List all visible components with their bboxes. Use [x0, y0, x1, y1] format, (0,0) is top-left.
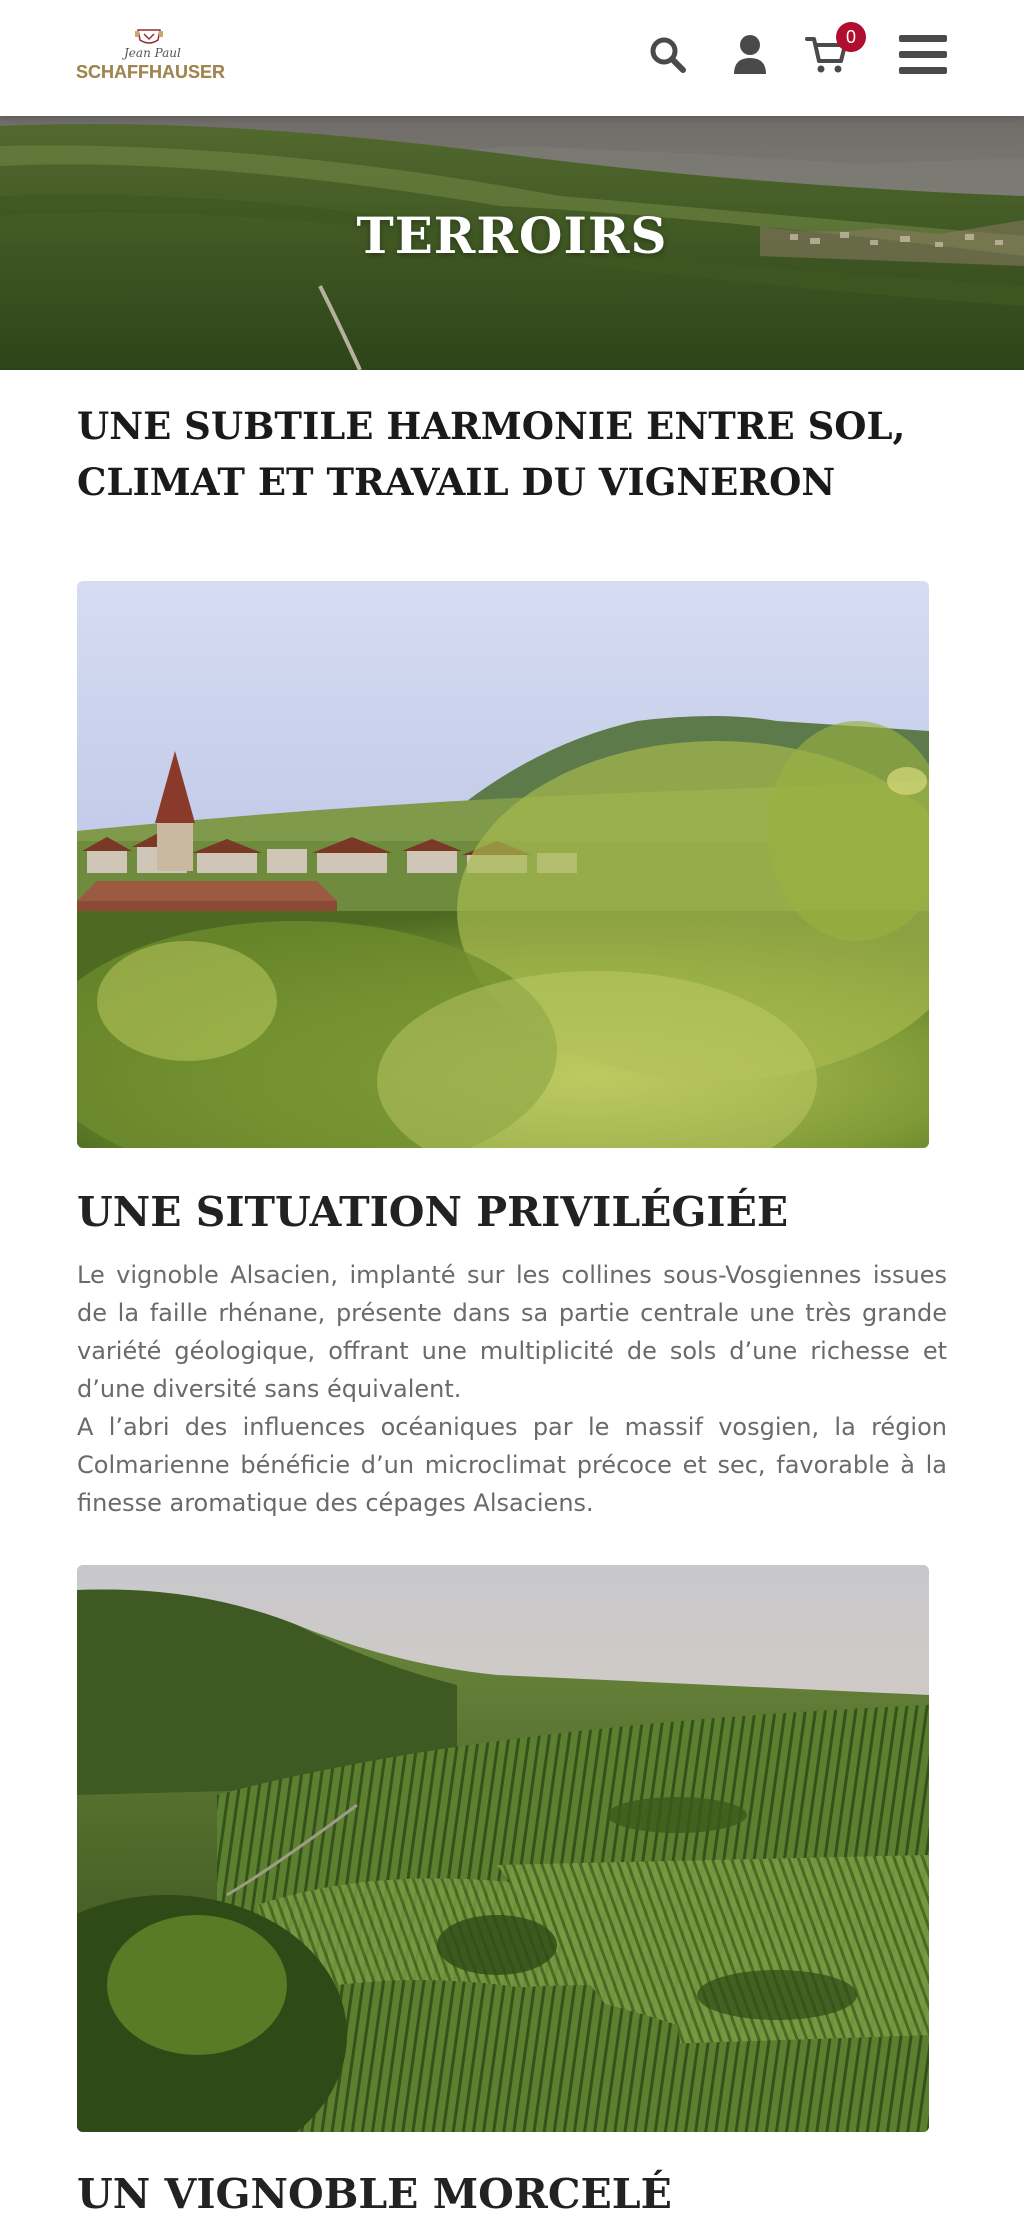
- hero-banner: [0, 116, 1024, 370]
- section-title-situation: UNE SITUATION PRIVILÉGIÉE: [77, 1188, 789, 1236]
- section-title-vignoble: UN VIGNOBLE MORCELÉ: [77, 2170, 672, 2218]
- menu-button[interactable]: [895, 30, 951, 80]
- cart-count-badge: 0: [836, 22, 866, 52]
- brand-logo[interactable]: [76, 28, 232, 88]
- vineyard-hills-image: [77, 1565, 929, 2132]
- intro-headline: UNE SUBTILE HARMONIE ENTRE SOL, CLIMAT ET TRAVAIL DU VIGNERON: [77, 404, 906, 504]
- account-button[interactable]: [725, 30, 775, 80]
- crest-icon: [134, 28, 164, 46]
- search-icon: [648, 35, 688, 75]
- section-body-situation: [77, 1256, 947, 1522]
- logo-script-text: Jean Paul: [124, 46, 181, 60]
- section-paragraph: Le vignoble Alsacien, implanté sur les collines sous-Vosgiennes issues de la faille rhénane, présente dans sa partie centrale une très grande variété géologique, offrant une multiplicité de sols d’une richesse et d’une diversité sans équivalent.: [77, 1261, 947, 1403]
- village-landscape-image: [77, 581, 929, 1148]
- page-title: TERROIRS: [356, 206, 668, 265]
- parcelled-vineyard-photo: [77, 1565, 929, 2132]
- site-header: [0, 0, 1024, 116]
- logo-brand-text: SCHAFFHAUSER: [76, 62, 226, 82]
- section-paragraph: A l’abri des influences océaniques par le massif vosgien, la région Colmarienne bénéficie d’un microclimat précoce et sec, favorable à la finesse aromatique des cépages Alsaciens.: [77, 1413, 947, 1517]
- user-icon: [732, 34, 768, 76]
- hamburger-menu-icon: [897, 33, 949, 77]
- search-button[interactable]: [643, 30, 693, 80]
- village-vineyard-photo: [77, 581, 929, 1148]
